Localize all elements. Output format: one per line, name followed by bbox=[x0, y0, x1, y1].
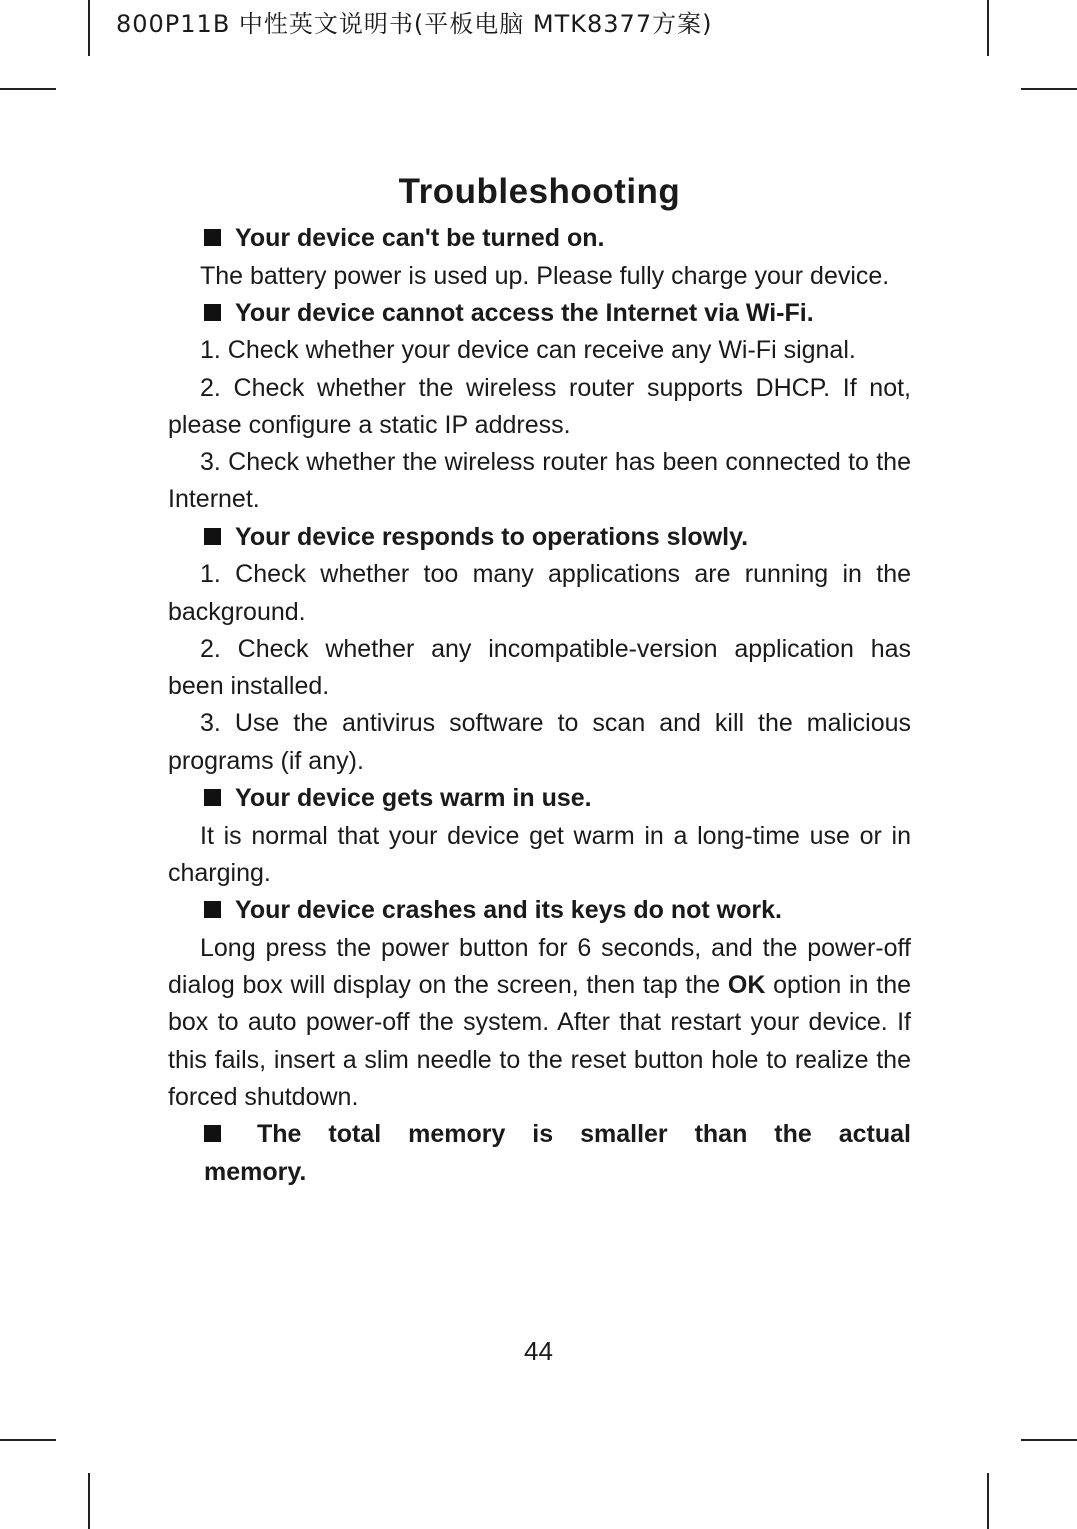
document-header: 800P11B 中性英文说明书(平板电脑 MTK8377方案) bbox=[116, 10, 713, 38]
section-heading: The total memory is smaller than the actual memory. bbox=[204, 1120, 911, 1186]
crop-mark-top-left-vertical bbox=[88, 0, 90, 56]
page-title: Troubleshooting bbox=[398, 172, 681, 211]
paragraph: 2. Check whether any incompatible-version application has been installed. bbox=[168, 634, 911, 701]
paragraph: The battery power is used up. Please fully charge your device. bbox=[200, 261, 890, 290]
bullet-square-icon bbox=[204, 789, 221, 806]
bullet-square-icon bbox=[204, 304, 221, 321]
paragraph: 3. Use the antivirus software to scan and kill the malicious programs (if any). bbox=[168, 709, 911, 775]
paragraph: 1. Check whether too many applications are running in the background. bbox=[168, 560, 911, 626]
crop-mark-top-right-vertical bbox=[987, 0, 989, 56]
section-heading: Your device gets warm in use. bbox=[168, 780, 911, 818]
page-number: 44 bbox=[524, 1336, 553, 1366]
crop-mark-bottom-left-horizontal bbox=[0, 1439, 56, 1441]
paragraph: 2. Check whether the wireless router supports DHCP. If not, please configure a static IP address. bbox=[168, 373, 911, 439]
section-heading: Your device can't be turned on. bbox=[168, 220, 911, 258]
bullet-square-icon bbox=[204, 1125, 221, 1142]
paragraph: It is normal that your device get warm in a long-time use or in charging. bbox=[168, 821, 911, 887]
bullet-square-icon bbox=[204, 901, 221, 918]
ok-option-label: OK bbox=[727, 970, 766, 999]
bullet-square-icon bbox=[204, 229, 221, 246]
paragraph: Long press the power button for 6 seconds, and the power-off dialog box will display on the screen, then tap the OK option in the box to auto power-off the system. After that restart your device. If this fails, insert a slim needle to the reset button hole to realize the forced shutdown. bbox=[168, 933, 911, 1111]
paragraph: 1. Check whether your device can receive any Wi-Fi signal. bbox=[200, 336, 856, 365]
crop-mark-bottom-right-vertical bbox=[987, 1473, 989, 1529]
page-content bbox=[168, 172, 911, 1191]
bullet-square-icon bbox=[204, 528, 221, 545]
crop-mark-bottom-left-vertical bbox=[88, 1473, 90, 1529]
section-heading: Your device responds to operations slowly. bbox=[168, 519, 911, 557]
paragraph: 3. Check whether the wireless router has been connected to the Internet. bbox=[168, 448, 911, 514]
section-heading: Your device crashes and its keys do not work. bbox=[168, 892, 911, 930]
section-heading: Your device cannot access the Internet via Wi-Fi. bbox=[168, 295, 911, 333]
crop-mark-top-left-horizontal bbox=[0, 88, 56, 90]
crop-mark-bottom-right-horizontal bbox=[1021, 1439, 1077, 1441]
crop-mark-top-right-horizontal bbox=[1021, 88, 1077, 90]
